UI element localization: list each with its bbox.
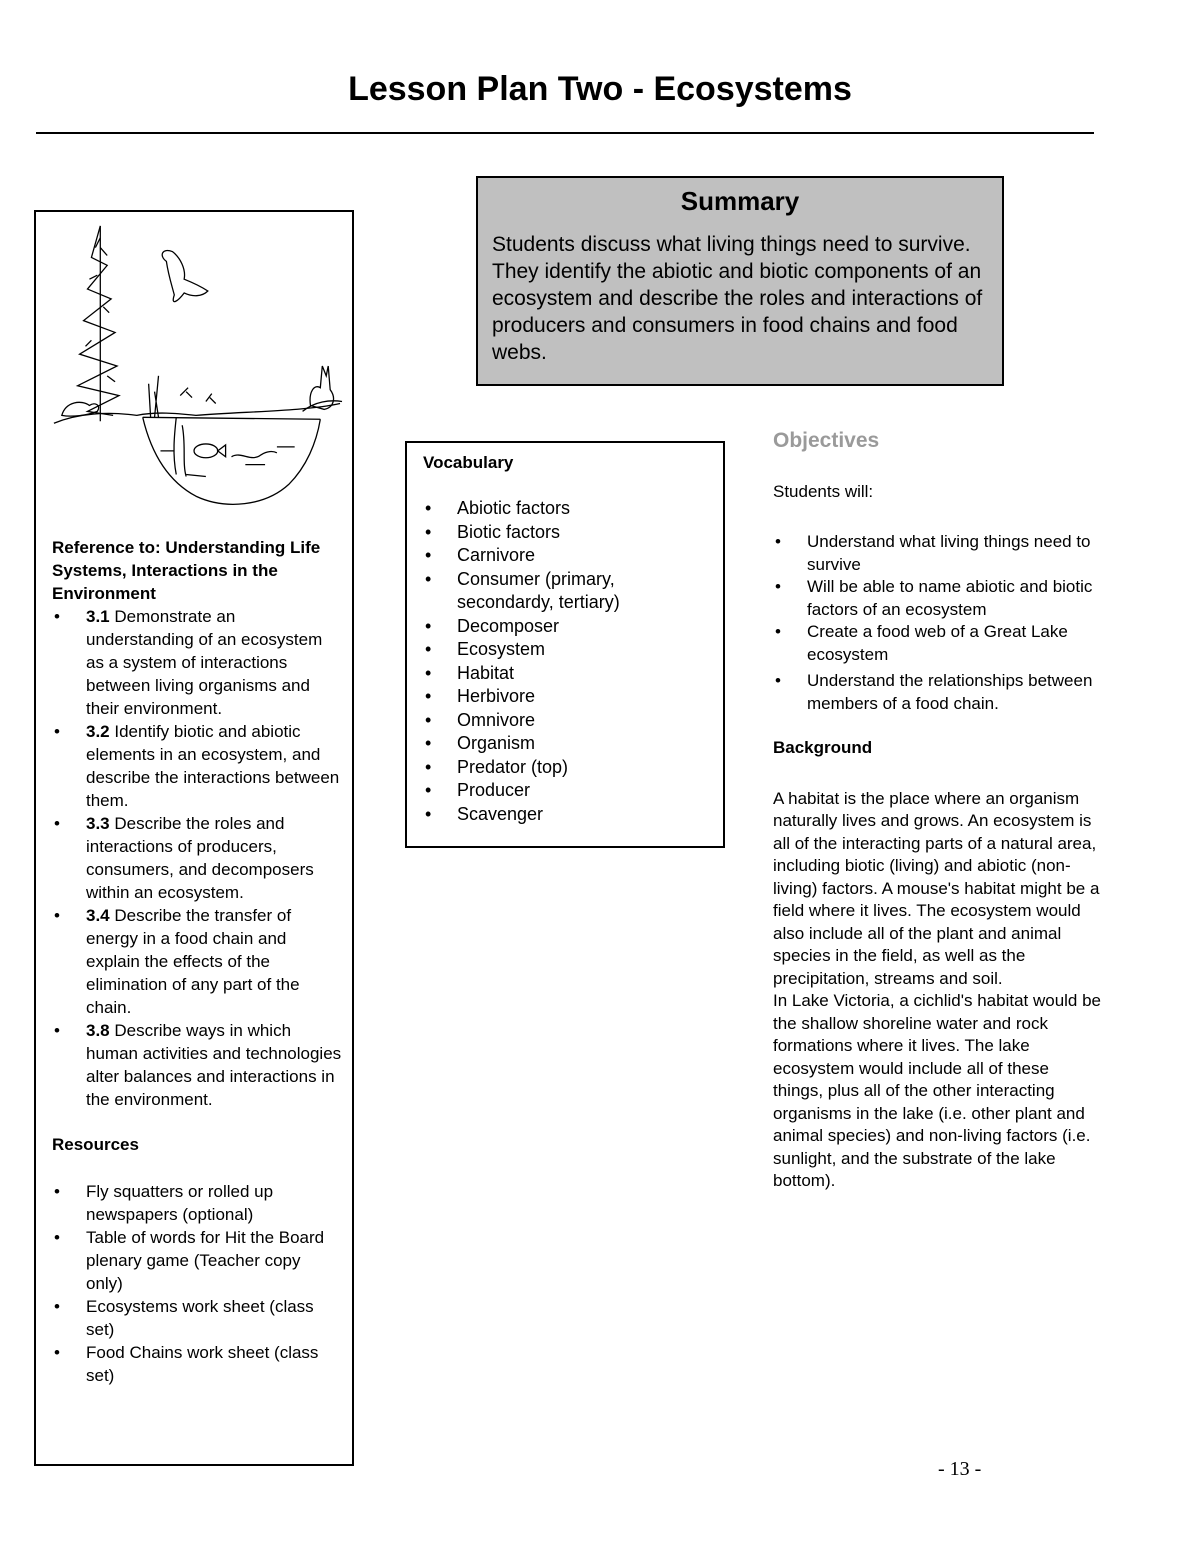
list-item: • Create a food web of a Great Lake ecosystem	[773, 621, 1103, 666]
list-item: • Scavenger	[423, 803, 713, 827]
expectation-number: 3.3	[86, 814, 110, 833]
list-item: • Ecosystems work sheet (class set)	[52, 1295, 342, 1341]
vocabulary-box	[405, 441, 725, 848]
list-item: • Will be able to name abiotic and biotic factors of an ecosystem	[773, 576, 1103, 621]
objectives-column	[773, 430, 1103, 1193]
list-item: • Abiotic factors	[423, 497, 713, 521]
list-item: • Decomposer	[423, 615, 713, 639]
reference-sidebar	[34, 210, 354, 1466]
resources-heading: Resources	[52, 1135, 139, 1154]
list-item: • Fly squatters or rolled up newspapers (optional)	[52, 1180, 342, 1226]
reference-section	[52, 536, 342, 1387]
list-item: • Predator (top)	[423, 756, 713, 780]
page-title: Lesson Plan Two - Ecosystems	[348, 70, 852, 108]
list-item	[52, 720, 342, 812]
list-item: • Herbivore	[423, 685, 713, 709]
vocabulary-heading: Vocabulary	[423, 453, 514, 472]
background-text: A habitat is the place where an organism naturally lives and grows. An ecosystem is all of the interacting parts of a natural area, including biotic (living) and abiotic (non-living) factors. A mouse's habitat might be a field where it lives. The ecosystem would also include all of the plant and animal species in the field, as well as the precipitation, streams and soil.	[773, 788, 1100, 988]
objectives-list	[773, 531, 1103, 715]
expectation-text: Describe the transfer of energy in a food chain and explain the effects of the elimination of any part of the chain.	[86, 906, 300, 1017]
list-item: • Ecosystem	[423, 638, 713, 662]
expectation-number: 3.1	[86, 607, 110, 626]
list-item	[52, 605, 342, 720]
page-number: - 13 -	[938, 1458, 982, 1480]
list-item: • Producer	[423, 779, 713, 803]
list-item	[52, 1019, 342, 1111]
list-item: • Organism	[423, 732, 713, 756]
resources-list	[52, 1180, 342, 1387]
background-text-2: In Lake Victoria, a cichlid's habitat would be the shallow shoreline water and rock formations where it lives. The lake ecosystem would include all of these things, plus all of the other interacting organisms in the lake (i.e. other plant and animal species) and non-living factors (i.e. sunlight, and the substrate of the lake bottom).	[773, 991, 1102, 1190]
expectation-text: Demonstrate an understanding of an ecosystem as a system of interactions between living organisms and their environment.	[86, 607, 323, 718]
list-item: • Understand what living things need to survive	[773, 531, 1103, 576]
objectives-intro: Students will:	[773, 481, 874, 501]
list-item	[52, 812, 342, 904]
summary-box	[476, 176, 1004, 386]
expectation-text: Identify biotic and abiotic elements in an ecosystem, and describe the interactions between them.	[86, 722, 340, 810]
reference-heading: Reference to: Understanding Life Systems, Interactions in the Environment	[52, 538, 321, 603]
list-item: • Biotic factors	[423, 521, 713, 545]
summary-text: Students discuss what living things need to survive. They identify the abiotic and biotic components of an ecosystem and describe the roles and interactions of producers and consumers in food chains and food webs.	[492, 233, 983, 364]
title-rule	[36, 132, 1094, 134]
summary-heading: Summary	[680, 186, 800, 216]
objectives-heading: Objectives	[773, 429, 880, 452]
list-item: • Food Chains work sheet (class set)	[52, 1341, 342, 1387]
expectation-text: Describe the roles and interactions of producers, consumers, and decomposers within an ecosystem.	[86, 814, 314, 902]
list-item: • Habitat	[423, 662, 713, 686]
list-item: • Table of words for Hit the Board plenary game (Teacher copy only)	[52, 1226, 342, 1295]
vocabulary-list	[423, 497, 713, 826]
expectation-number: 3.4	[86, 906, 110, 925]
list-item: • Carnivore	[423, 544, 713, 568]
list-item	[52, 904, 342, 1019]
ecosystem-illustration	[48, 218, 344, 514]
expectation-text: Describe ways in which human activities and technologies alter balances and interactions in the environment.	[86, 1021, 342, 1109]
list-item: • Understand the relationships between members of a food chain.	[773, 670, 1103, 715]
list-item: • Omnivore	[423, 709, 713, 733]
expectations-list	[52, 605, 342, 1111]
expectation-number: 3.2	[86, 722, 110, 741]
list-item: • Consumer (primary, secondardy, tertiary)	[423, 568, 713, 615]
expectation-number: 3.8	[86, 1021, 110, 1040]
background-heading: Background	[773, 738, 873, 757]
